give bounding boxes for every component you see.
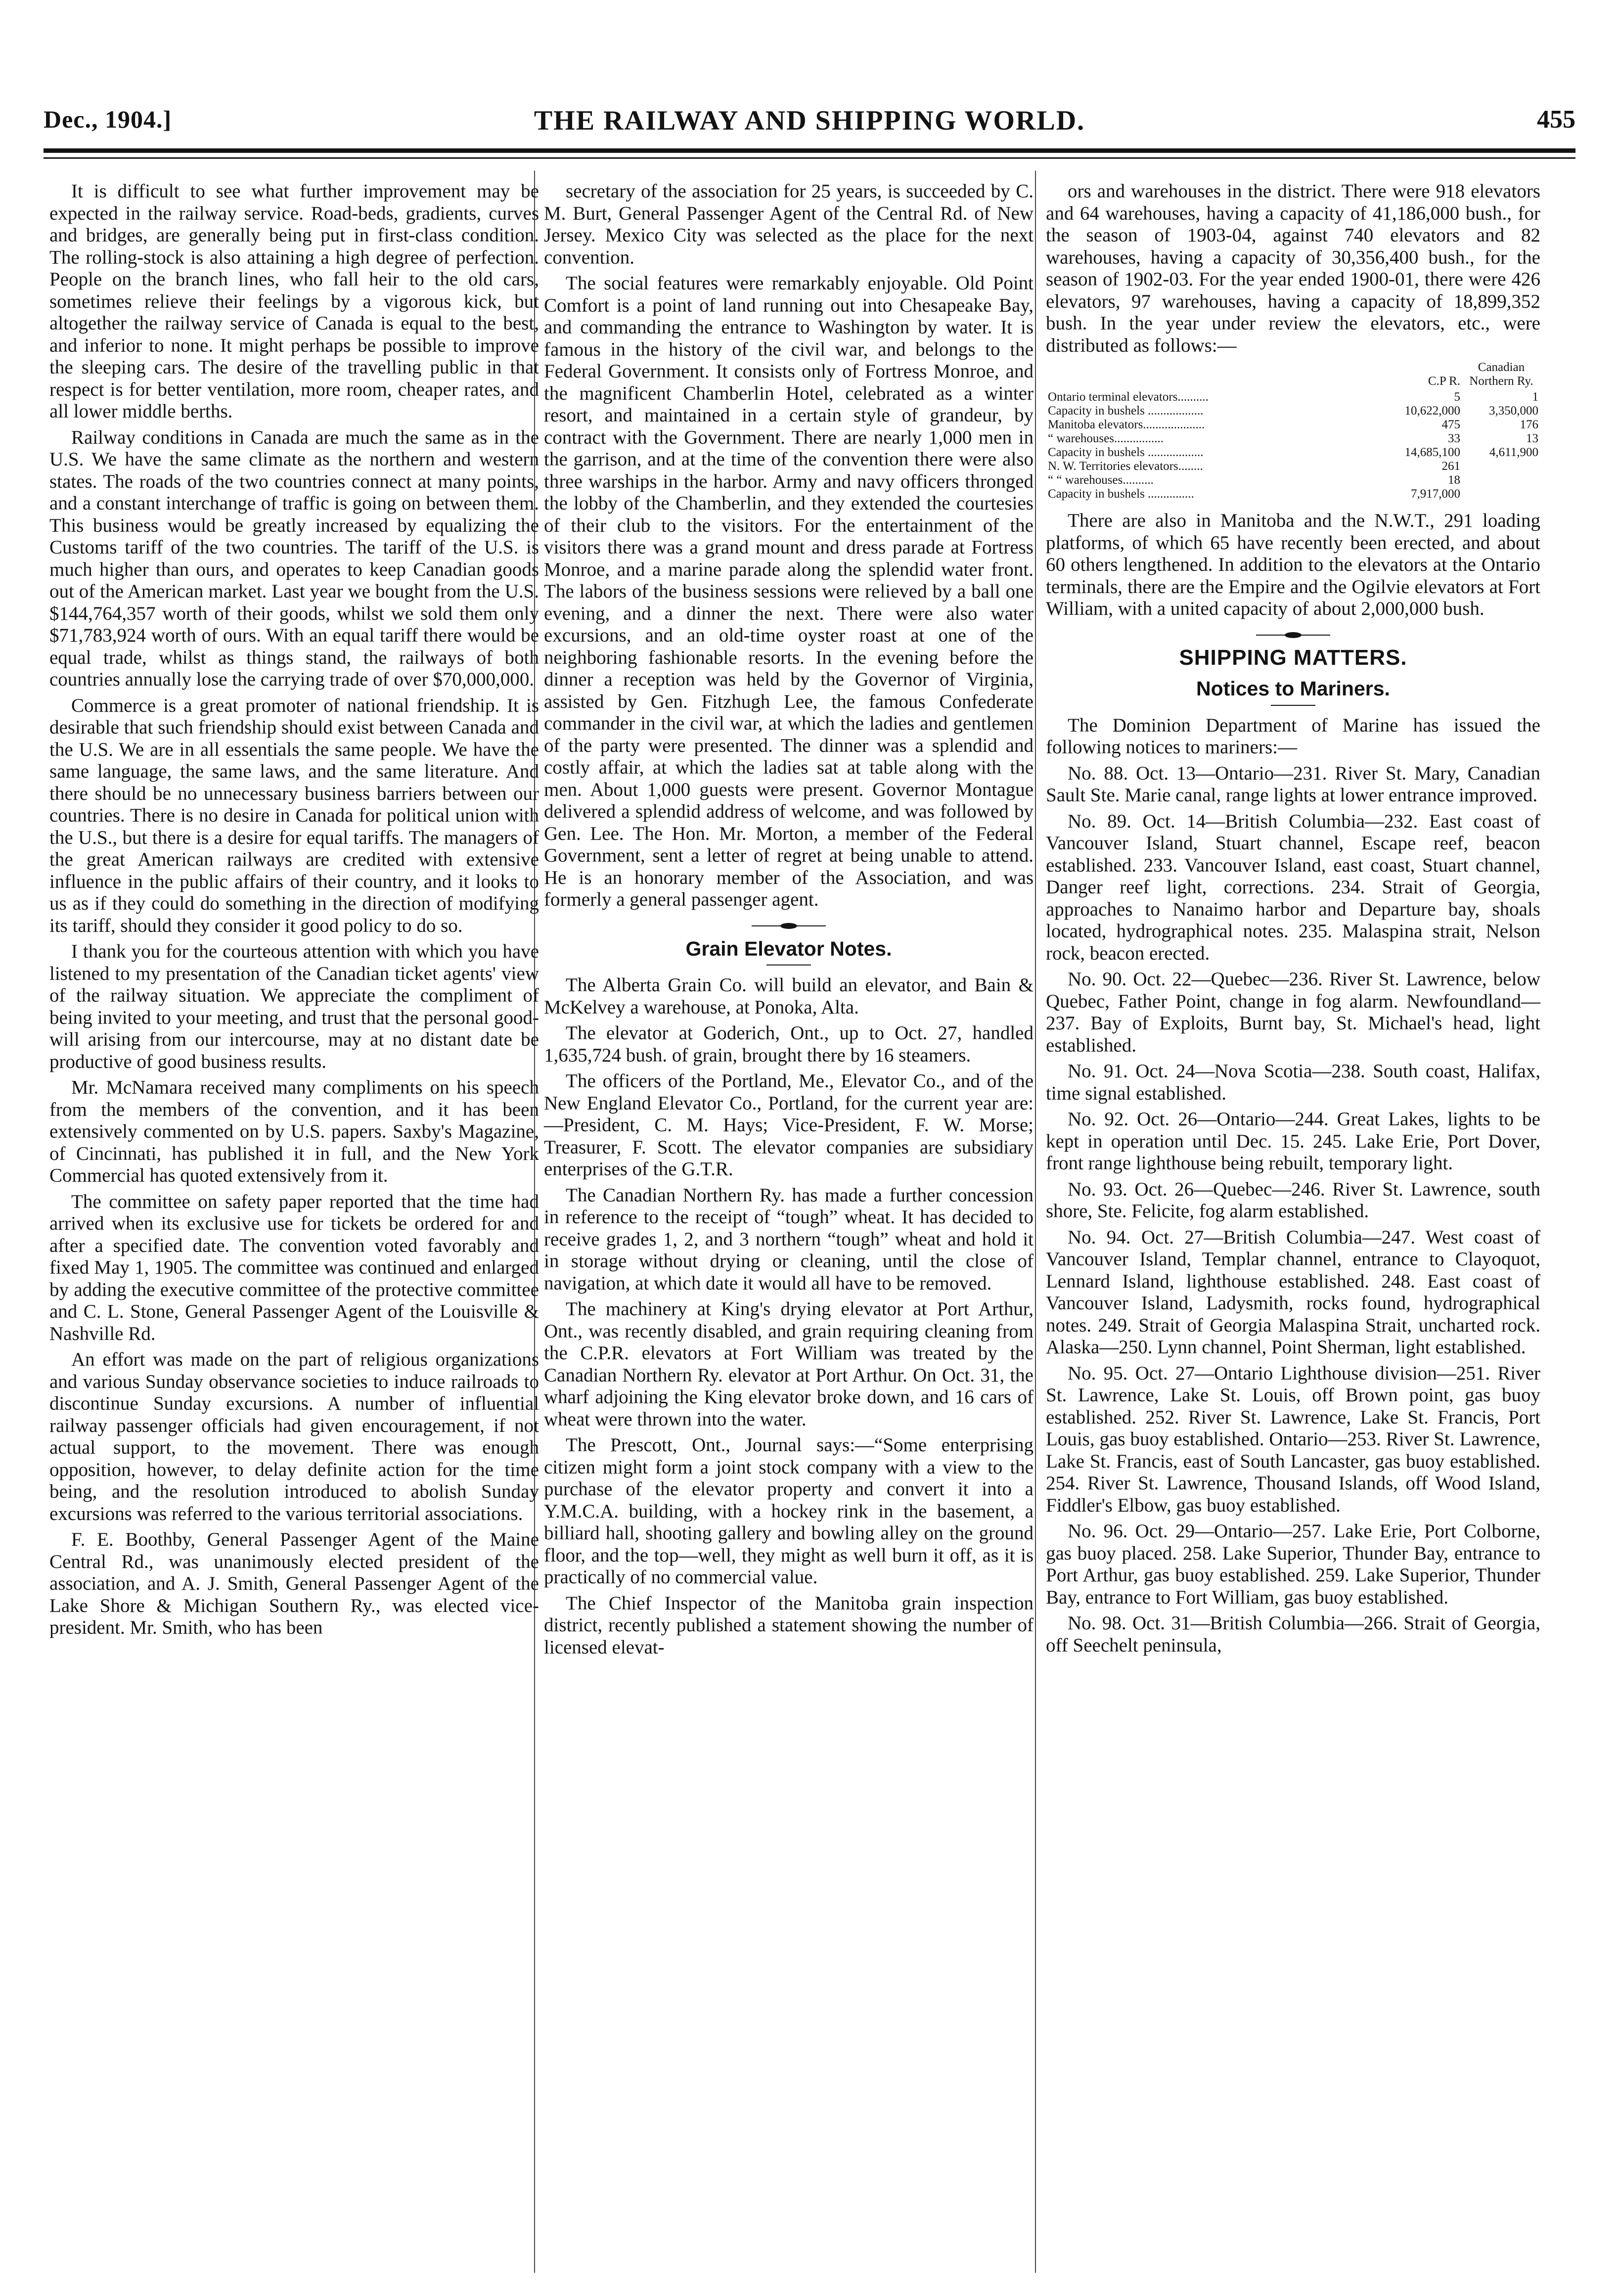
header-rule-thin <box>44 157 1575 159</box>
cpr-value: 18 <box>1448 473 1460 487</box>
paragraph: The machinery at King's drying elevator at Port Arthur, Ont., was recently disabled, and grain requiring cleaning from the C.P.R. elevators at Fort William was treated by the Canadian Northern Ry. elevator at Port Arthur. On Oct. 31, the wharf adjoining the King elevator broke down, and 16 cars of wheat were thrown into the water. <box>544 1298 1034 1430</box>
paragraph: The committee on safety paper reported that the time had arrived when its exclusive use for tickets be ordered for and after a specified date. The convention voted favorably and fixed May 1, 1905. The committee was continued and enlarged by adding the executive committee of the protective committee and C. L. Stone, General Passenger Agent of the Louisville & Nashville Rd. <box>49 1191 539 1344</box>
table-row <box>1046 404 1540 418</box>
paragraph: No. 95. Oct. 27—Ontario Lighthouse division—251. River St. Lawrence, Lake St. Louis, off Brown point, gas buoy established. 252. River St. Lawrence, Lake St. Francis, Port Louis, gas buoy established. Ontario—253. River St. Lawrence, Lake St. Francis, east of South Lancaster, gas buoy established. 254. River St. Lawrence, Thousand Islands, off Wood Island, Fiddler's Elbow, gas buoy established. <box>1046 1362 1540 1516</box>
table-header-row <box>1046 361 1540 390</box>
paragraph: F. E. Boothby, General Passenger Agent of the Maine Central Rd., was unanimously elected president of the association, and A. J. Smith, General Passenger Agent of the Lake Shore & Michigan Southern Ry., was elected vice-president. Mr. Smith, who has been <box>49 1529 539 1638</box>
table-row <box>1046 432 1540 446</box>
paragraph: The Prescott, Ont., Journal says:—“Some enterprising citizen might form a joint stock company with a view to the purchase of the elevator property and convert it into a Y.M.C.A. building, with a hockey rink in the basement, a billiard hall, shooting gallery and bowling alley on the ground floor, and the top—well, they might as well burn it off, as it is practically of no commercial value. <box>544 1434 1034 1588</box>
column-header-cnr: Canadian Northern Ry. <box>1469 361 1533 388</box>
paragraph: Commerce is a great promoter of national friendship. It is desirable that such friendship should exist between Canada and the U.S. We are in all essentials the same people. We have the same language, the same laws, and the same literature. And there should be no unnecessary business barriers between our countries. There is no desire in Canada for political union with the U.S., but there is a desire for equal tariffs. The managers of the great American railways are credited with extensive influence in the public affairs of their country, and it looks to us as if they could do something in the direction of modifying its tariff, should they consider it good policy to do so. <box>49 694 539 936</box>
paragraph: Mr. McNamara received many compliments on his speech from the members of the convention, and it has been extensively commented on by U.S. papers. Saxby's Magazine, of Cincinnati, has published it in full, and the New York Commercial has quoted extensively from it. <box>49 1077 539 1186</box>
row-label: Capacity in bushels ............... <box>1048 487 1194 501</box>
row-label: Capacity in bushels .................. <box>1048 404 1204 417</box>
paragraph: No. 90. Oct. 22—Quebec—236. River St. Lawrence, below Quebec, Father Point, change in fog alarm. Newfoundland—237. Bay of Exploits, Burnt bay, St. Michael's head, light established. <box>1046 968 1540 1056</box>
paragraph: The social features were remarkably enjoyable. Old Point Comfort is a point of land running out into Chesapeake Bay, and commanding the entrance to Washington by water. It is famous in the history of the civil war, and belongs to the Federal Government. It consists only of Fortress Monroe, and the magnificent Chamberlin Hotel, celebrated as a winter resort, and maintained in a certain style of grandeur, by contract with the Government. There are nearly 1,000 men in the garrison, and at the time of the convention there were also three warships in the harbor. Army and navy officers thronged the lobby of the Chamberlin, and they extended the courtesies of their club to the visitors. For the entertainment of the visitors there was a grand mount and dress parade at Fortress Monroe, and a marine parade along the splendid water front. The labors of the business sessions were relieved by a ball one evening, and a dinner the next. There were also water excursions, and an old-time oyster roast at one of the neighboring fashionable resorts. In the evening before the dinner a reception was held by the Governor of Virginia, assisted by Gen. Fitzhugh Lee, the famous Confederate commander in the civil war, at which the ladies and gentlemen of the party were presented. The dinner was a splendid and costly affair, at which the ladies sat at table along with the men. About 1,000 guests were present. Governor Montague delivered a splendid address of welcome, and was followed by Gen. Lee. The Hon. Mr. Morton, a member of the Federal Government, sent a letter of regret at being unable to attend. He is an honorary member of the Association, and was formerly a general passenger agent. <box>544 273 1034 910</box>
paragraph: No. 93. Oct. 26—Quebec—246. River St. Lawrence, south shore, Ste. Felicite, fog alarm established. <box>1046 1178 1540 1222</box>
paragraph: ors and warehouses in the district. There were 918 elevators and 64 warehouses, having a capacity of 41,186,000 bush., for the season of 1903-04, against 740 elevators and 82 warehouses, having a capacity of 30,356,400 bush., for the season of 1902-03. For the year ended 1900-01, there were 426 elevators, 97 warehouses, having a capacity of 18,899,352 bush. In the year under review the elevators, etc., were distributed as follows:— <box>1046 181 1540 356</box>
paragraph: secretary of the association for 25 years, is succeeded by C. M. Burt, General Passenger Agent of the Central Rd. of New Jersey. Mexico City was selected as the place for the next convention. <box>544 181 1034 268</box>
paragraph: Railway conditions in Canada are much the same as in the U.S. We have the same climate as the northern and western states. The roads of the two countries connect at many points, and a constant interchange of traffic is going on between them. This business would be greatly increased by equalizing the Customs tariff of the two countries. The tariff of the U.S. is much higher than ours, and operates to keep Canadian goods out of the American market. Last year we bought from the U.S. $144,764,357 worth of their goods, whilst we sold them only $71,783,924 worth of ours. With an equal tariff there would be equal trade, whilst as things stand, the railways of both countries annually lose the carrying trade of over $70,000,000. <box>49 426 539 690</box>
subheading-notices: Notices to Mariners. <box>1196 677 1390 700</box>
column-2 <box>544 181 1034 1662</box>
paragraph: No. 91. Oct. 24—Nova Scotia—238. South coast, Halifax, time signal established. <box>1046 1060 1540 1104</box>
table-row <box>1046 459 1540 473</box>
cnr-value: 1 <box>1532 390 1538 404</box>
cpr-value: 14,685,100 <box>1404 446 1460 459</box>
table-row <box>1046 390 1540 404</box>
table-row <box>1046 473 1540 487</box>
paragraph: The Alberta Grain Co. will build an elevator, and Bain & McKelvey a warehouse, at Ponoka, Alta. <box>544 974 1034 1018</box>
paragraph: No. 94. Oct. 27—British Columbia—247. West coast of Vancouver Island, Templar channel, entrance to Clayoquot, Lennard Island, lighthouse established. 248. East coast of Vancouver Island, Ladysmith, rocks found, hydrographical notes. 249. Strait of Georgia Malaspina Strait, uncharted rock. Alaska—250. Lynn channel, Point Sherman, light established. <box>1046 1226 1540 1358</box>
paragraph: The elevator at Goderich, Ont., up to Oct. 27, handled 1,635,724 bush. of grain, brought there by 16 steamers. <box>544 1022 1034 1066</box>
column-1 <box>49 181 539 1643</box>
paragraph: No. 92. Oct. 26—Ontario—244. Great Lakes, lights to be kept in operation until Dec. 15. 245. Lake Erie, Port Dover, front range lighthouse being rebuilt, temporary light. <box>1046 1108 1540 1174</box>
row-label: N. W. Territories elevators........ <box>1048 459 1203 473</box>
cpr-value: 7,917,000 <box>1411 487 1460 501</box>
column-header <box>1046 361 1384 390</box>
paragraph: It is difficult to see what further improvement may be expected in the railway service. Road-beds, gradients, curves and bridges, are generally being put in first-class condition. The rolling-stock is also attaining a high degree of perfection. People on the branch lines, who fall heir to the old cars, sometimes relieve their feelings by a vigorous kick, but altogether the railway service of Canada is equal to the best, and inferior to none. It might perhaps be possible to improve the sleeping cars. The desire of the travelling public in that respect is for better ventilation, more room, cheaper rates, and all lower middle berths. <box>49 181 539 422</box>
paragraph: No. 96. Oct. 29—Ontario—257. Lake Erie, Port Colborne, gas buoy placed. 258. Lake Superior, Thunder Bay, entrance to Port Arthur, gas buoy established. 259. Lake Superior, Thunder Bay, entrance to Fort William, gas buoy established. <box>1046 1520 1540 1608</box>
page-number: 455 <box>1537 105 1575 134</box>
cpr-value: 261 <box>1441 459 1460 473</box>
column-header-cpr: C.P R. <box>1428 374 1460 388</box>
row-label: Manitoba elevators.................... <box>1048 418 1205 431</box>
paragraph: The Canadian Northern Ry. has made a further concession in reference to the receipt of “tough” wheat. It has decided to receive grades 1, 2, and 3 northern “tough” wheat and hold it in storage without drying or cleaning, until the close of navigation, at which date it would all have to be removed. <box>544 1184 1034 1294</box>
section-divider <box>752 923 826 929</box>
row-label: “ warehouses................ <box>1048 432 1164 445</box>
section-divider <box>1256 632 1330 638</box>
section-heading-grain: Grain Elevator Notes. <box>685 937 892 960</box>
row-label: Ontario terminal elevators.......... <box>1048 390 1209 404</box>
paragraph: An effort was made on the part of religious organizations and various Sunday observance societies to induce railroads to discontinue Sunday excursions. A number of influential railway passenger officials had given encouragement, if not actual support, to the movement. There was enough opposition, however, to delay definite action for the time being, and the resolution introduced to abolish Sunday excursions was referred to the various territorial associations. <box>49 1349 539 1524</box>
paragraph: The Dominion Department of Marine has issued the following notices to mariners:— <box>1046 714 1540 758</box>
row-label: “ “ warehouses.......... <box>1048 473 1154 487</box>
cnr-value: 13 <box>1526 432 1538 445</box>
cpr-value: 33 <box>1448 432 1460 445</box>
cnr-value: 3,350,000 <box>1489 404 1538 417</box>
header-rule-thick <box>44 148 1575 153</box>
table-row <box>1046 487 1540 501</box>
column-divider <box>1035 171 1036 2273</box>
cpr-value: 10,622,000 <box>1404 404 1460 417</box>
paragraph: The officers of the Portland, Me., Elevator Co., and of the New England Elevator Co., Portland, for the current year are:—President, C. M. Hays; Vice-President, F. W. Morse; Treasurer, F. Scott. The elevator companies are subsidiary enterprises of the G.T.R. <box>544 1070 1034 1180</box>
cpr-value: 5 <box>1454 390 1460 404</box>
publication-title: THE RAILWAY AND SHIPPING WORLD. <box>534 105 1085 136</box>
cnr-value <box>1462 473 1540 487</box>
paragraph: There are also in Manitoba and the N.W.T., 291 loading platforms, of which 65 have recently been erected, and about 60 others lengthened. In addition to the elevators at the Ontario terminals, there are the Empire and the Ogilvie elevators at Fort William, with a united capacity of about 2,000,000 bush. <box>1046 510 1540 619</box>
row-label: Capacity in bushels .................. <box>1048 446 1204 459</box>
table-row <box>1046 418 1540 432</box>
page-header <box>44 105 1575 144</box>
elevator-distribution-table <box>1046 361 1540 501</box>
cnr-value: 4,611,900 <box>1489 446 1538 459</box>
paragraph: The Chief Inspector of the Manitoba grain inspection district, recently published a statement showing the number of licensed elevat- <box>544 1592 1034 1658</box>
paragraph: No. 89. Oct. 14—British Columbia—232. East coast of Vancouver Island, Stuart channel, Escape reef, beacon established. 233. Vancouver Island, east coast, Stuart channel, Danger reef light, corrections. 234. Strait of Georgia, approaches to Nanaimo harbor and Departure bay, shoals located, hydrographical notes. 235. Malaspina strait, Nelson rock, beacon erected. <box>1046 810 1540 964</box>
cnr-value: 176 <box>1520 418 1538 431</box>
paragraph: No. 88. Oct. 13—Ontario—231. River St. Mary, Canadian Sault Ste. Marie canal, range lights at lower entrance improved. <box>1046 762 1540 806</box>
issue-date: Dec., 1904.] <box>44 105 172 133</box>
cnr-value <box>1462 459 1540 473</box>
cpr-value: 475 <box>1441 418 1460 431</box>
table-row <box>1046 446 1540 459</box>
paragraph: I thank you for the courteous attention with which you have listened to my presentation of the Canadian ticket agents' view of the railway situation. We appreciate the compliment of being invited to your meeting, and trust that the personal good-will arising from our intercourse, may at no distant date be productive of good business results. <box>49 941 539 1072</box>
cnr-value <box>1462 487 1540 501</box>
heading-rule <box>766 964 811 965</box>
column-3 <box>1046 181 1540 1660</box>
heading-rule <box>1271 705 1315 706</box>
paragraph: No. 98. Oct. 31—British Columbia—266. Strait of Georgia, off Seechelt peninsula, <box>1046 1612 1540 1656</box>
section-heading-shipping: SHIPPING MATTERS. <box>1179 645 1407 670</box>
